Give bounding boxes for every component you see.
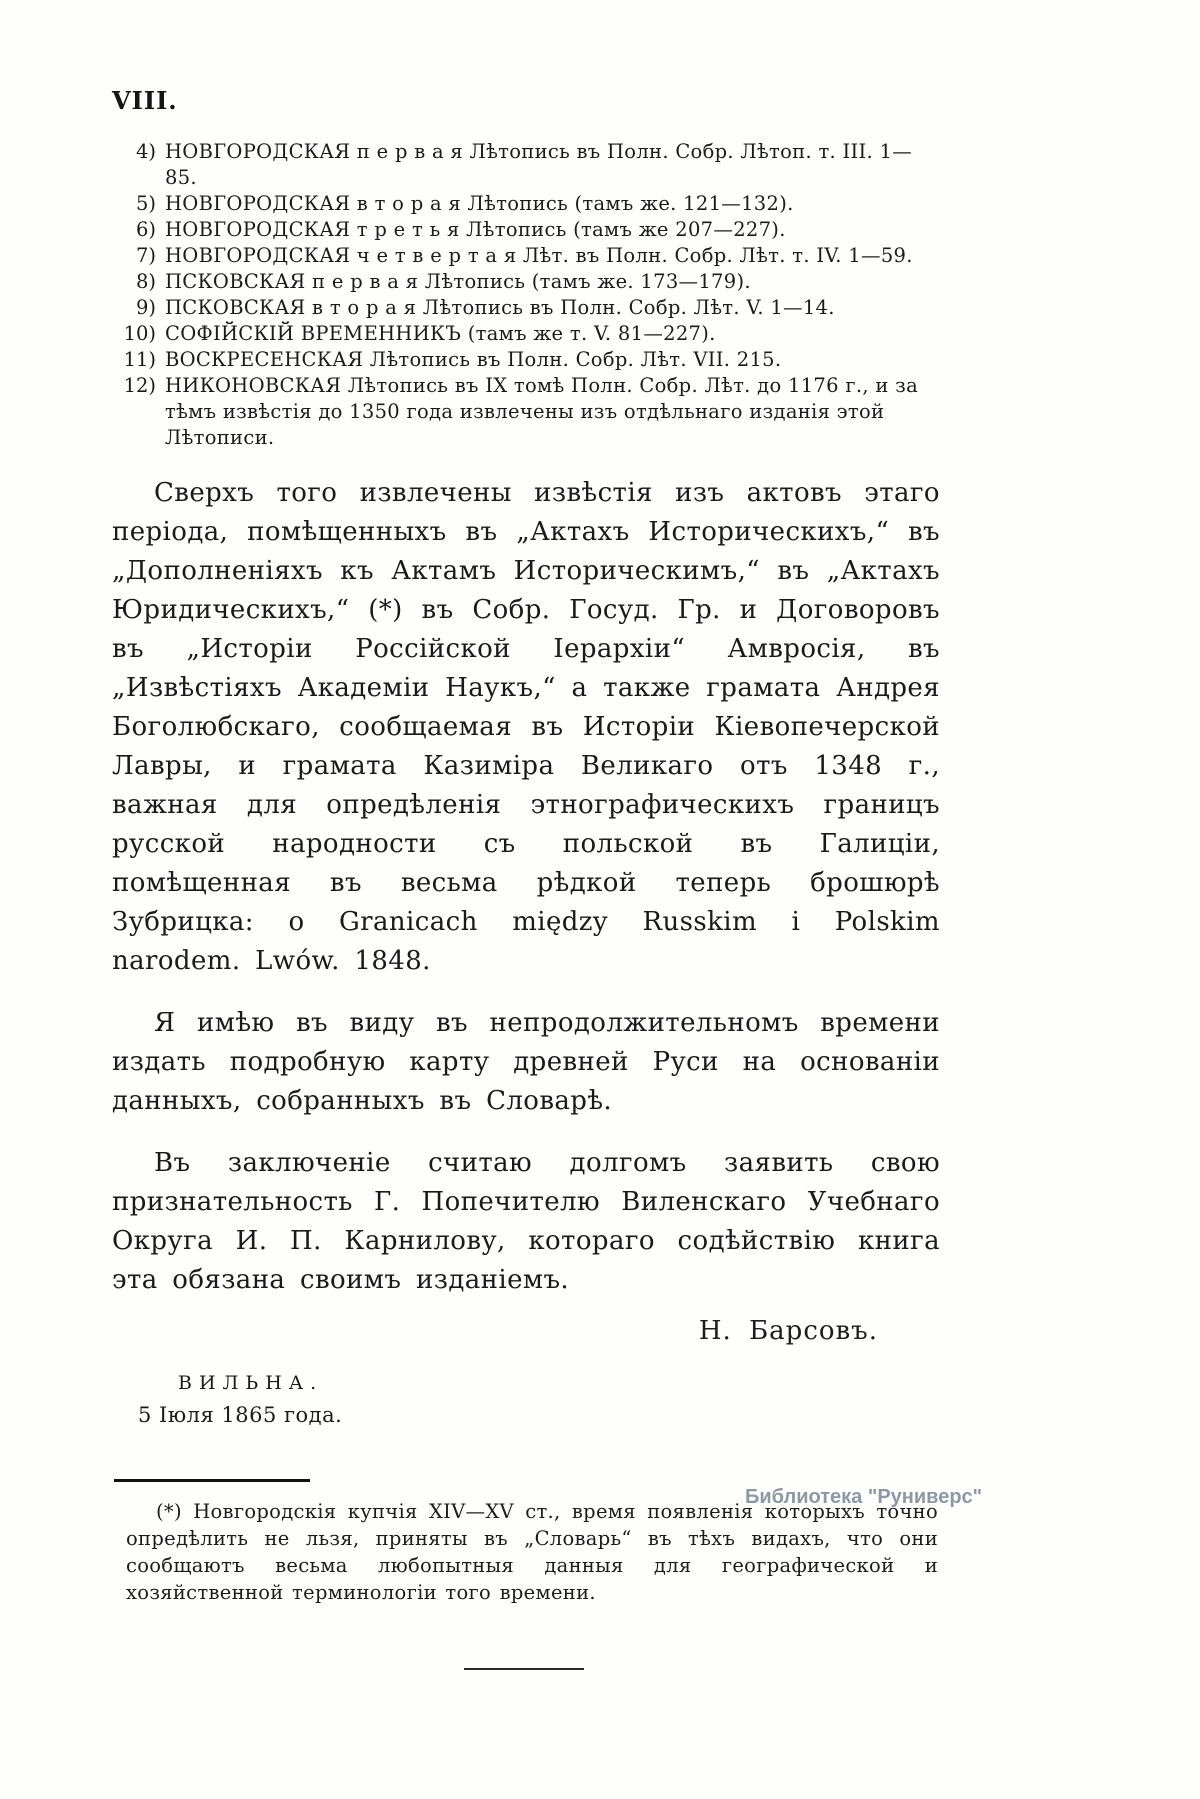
list-item-text: НОВГОРОДСКАЯ в т о р а я Лѣтопись (тамъ же. 121—132).: [165, 192, 794, 215]
list-item-number: 8): [135, 270, 156, 293]
list-item-number: 4): [135, 140, 156, 163]
library-watermark: Библиотека "Руниверс": [745, 1486, 983, 1508]
list-item: [112, 243, 940, 269]
list-item: [112, 347, 940, 373]
body-paragraph: Сверхъ того извлечены извѣстія изъ актовъ этаго періода, помѣщенныхъ въ „Актахъ Историческихъ,“ въ „Дополненіяхъ къ Актамъ Историческимъ,“ въ „Актахъ Юридическихъ,“ (*) въ Собр. Госуд. Гр. и Договоровъ въ „Исторіи Россійской Іерархіи“ Амвросія, въ „Извѣстіяхъ Академіи Наукъ,“ а также грамата Андрея Боголюбскаго, сообщаемая въ Исторіи Кіевопечерской Лавры, и грамата Казиміра Великаго отъ 1348 г., важная для опредѣленія этнографическихъ границъ русской народности съ польской въ Галиціи, помѣщенная въ весьма рѣдкой теперь брошюрѣ Зубрицка: o Granicach między Russkim i Polskim narodem. Lwów. 1848.: [112, 478, 940, 976]
list-item-number: 5): [135, 192, 156, 215]
list-item-text: ПСКОВСКАЯ п е р в а я Лѣтопись (тамъ же. 173—179).: [165, 270, 751, 293]
list-item: [112, 139, 940, 191]
list-item: [112, 191, 940, 217]
footnote-text: (*) Новгородскія купчія XIV—XV ст., время появленія которыхъ точно опредѣлить не льзя, приняты въ „Словарь“ въ тѣхъ видахъ, что они сообщаютъ весьма любопытныя данныя для географической и хозяйственной терминологіи того времени.: [126, 1500, 938, 1604]
bibliography-list: [112, 139, 940, 451]
author-signature: Н. Барсовъ.: [698, 1316, 878, 1346]
list-item-text: НОВГОРОДСКАЯ п е р в а я Лѣтопись въ Полн. Собр. Лѣтоп. т. III. 1—85.: [165, 140, 913, 189]
list-item-number: 12): [123, 374, 156, 397]
body-paragraph: Я имѣю въ виду въ непродолжительномъ времени издать подробную карту древней Руси на основаніи данныхъ, собранныхъ въ Словарѣ.: [112, 1008, 940, 1116]
list-item-number: 6): [135, 218, 156, 241]
list-item-number: 10): [123, 322, 156, 345]
body-paragraph: Въ заключеніе считаю долгомъ заявить свою признательность Г. Попечителю Виленскаго Учебнаго Округа И. П. Карнилову, котораго содѣйствію книга эта обязана своимъ изданіемъ.: [112, 1148, 940, 1295]
page-number-header: VIII.: [112, 86, 178, 115]
list-item-text: СОФІЙСКІЙ ВРЕМЕННИКЪ (тамъ же т. V. 81—227).: [165, 322, 716, 345]
place-line: ВИЛЬНА.: [178, 1372, 324, 1394]
list-item-number: 9): [135, 296, 156, 319]
list-item-text: НИКОНОВСКАЯ Лѣтопись въ IX томѣ Полн. Собр. Лѣт. до 1176 г., и за тѣмъ извѣстія до 1350 года извлечены изъ отдѣльнаго изданія этой Лѣтописи.: [165, 374, 919, 449]
list-item-text: ВОСКРЕСЕНСКАЯ Лѣтопись въ Полн. Собр. Лѣт. VII. 215.: [165, 348, 782, 371]
list-item-number: 7): [135, 244, 156, 267]
list-item: [112, 321, 940, 347]
list-item: [112, 269, 940, 295]
end-of-section-rule: [464, 1668, 584, 1670]
date-line: 5 Іюля 1865 года.: [138, 1403, 343, 1427]
list-item: [112, 295, 940, 321]
list-item: [112, 373, 940, 451]
list-item: [112, 217, 940, 243]
footnote-divider: [114, 1479, 310, 1482]
list-item-text: НОВГОРОДСКАЯ ч е т в е р т а я Лѣт. въ Полн. Собр. Лѣт. т. IV. 1—59.: [165, 244, 913, 267]
page-content: [112, 86, 940, 1670]
list-item-number: 11): [123, 348, 156, 371]
list-item-text: НОВГОРОДСКАЯ т р е т ь я Лѣтопись (тамъ же 207—227).: [165, 218, 786, 241]
list-item-text: ПСКОВСКАЯ в т о р а я Лѣтопись въ Полн. Собр. Лѣт. V. 1—14.: [165, 296, 835, 319]
